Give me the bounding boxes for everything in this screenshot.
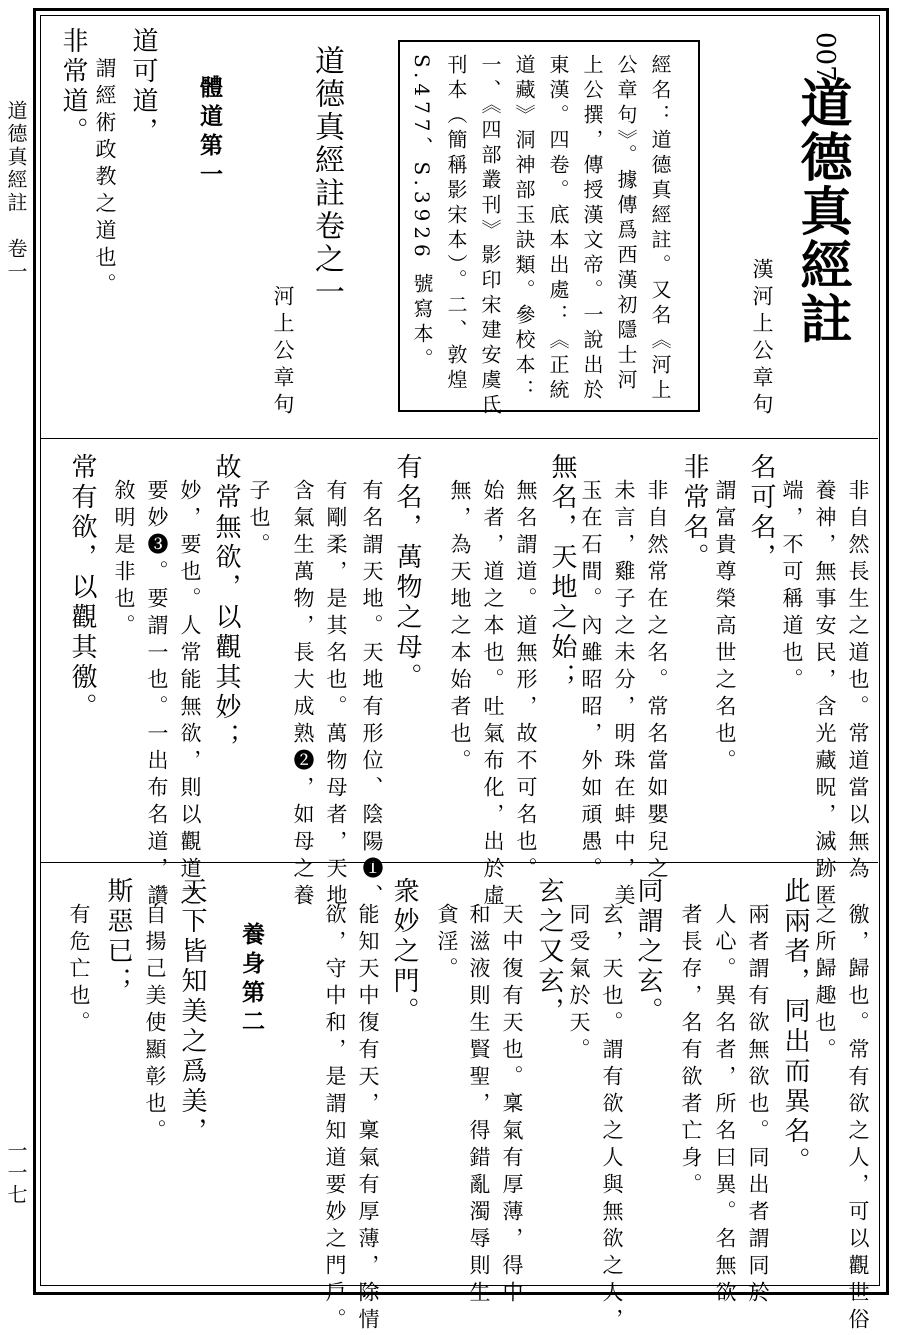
commentary-line: 有名謂天地。天地有形位、陰陽❶、 bbox=[360, 479, 384, 911]
text-title: 道德真經註 bbox=[791, 76, 852, 346]
description-line: 上公撰，傳授漢文帝。一說出於 bbox=[580, 54, 604, 404]
description-line: 一、《四部叢刊》影印宋建安虞氏 bbox=[478, 54, 502, 419]
middle-text-columns bbox=[50, 448, 880, 911]
text-number: 007 bbox=[810, 32, 840, 82]
commentary-line: 貪淫。 bbox=[435, 903, 459, 984]
commentary-line: 自揚己美使顯彰也。 bbox=[143, 903, 167, 1146]
scripture-line: 斯惡已； bbox=[103, 877, 133, 997]
scripture-line: 有名，萬物之母。 bbox=[392, 453, 422, 693]
commentary-line: 無，為天地之本始者也。 bbox=[448, 479, 472, 776]
commentary-line: 養神，無事安民，含光藏㫛，滅跡匿 bbox=[813, 479, 837, 911]
scripture-line: 非常名。 bbox=[679, 453, 709, 573]
scripture-line: 同謂之玄。 bbox=[633, 877, 663, 1027]
commentary-line: 同受氣於天。 bbox=[567, 903, 591, 1065]
commentary-line: 謂富貴尊榮高世之名也。 bbox=[713, 479, 737, 776]
commentary-line: 妙，要也。人常能無欲，則以觀道之 bbox=[178, 479, 202, 911]
commentary-line: 玄，天也。謂有欲之人與無欲之人， bbox=[600, 903, 624, 1335]
scripture-line: 故常無欲，以觀其妙； bbox=[211, 453, 241, 753]
running-title: 道德真經註 卷一 bbox=[4, 100, 28, 284]
commentary-line: 欲，守中和，是謂知道要妙之門戶。 bbox=[323, 903, 347, 1335]
scripture-line: 此兩者，同出而異名。 bbox=[780, 877, 810, 1177]
section-divider-upper bbox=[41, 438, 878, 439]
commentary-line: 者長存，名有欲者亡身。 bbox=[679, 903, 703, 1200]
commentary-line: 和滋液則生賢聖，得錯亂濁辱則生 bbox=[467, 903, 491, 1308]
commentary-line: 兩者謂有欲無欲也。同出者謂同於 bbox=[746, 903, 770, 1308]
commentary-line: 敘明是非也。 bbox=[112, 479, 136, 641]
commentary-line: 未言，雞子之未分，明珠在蚌中，美 bbox=[612, 479, 636, 911]
commentary-line: 能知天中復有天，稟氣有厚薄，除情 bbox=[356, 903, 380, 1335]
commentary-line: 非自然常在之名。常名當如嬰兒之 bbox=[645, 479, 669, 884]
commentary-line: 端，不可稱道也。 bbox=[780, 479, 804, 695]
description-text bbox=[400, 46, 694, 419]
commentary-line: 玉在石間。內雖昭昭，外如頑愚。 bbox=[579, 479, 603, 884]
scripture-line: 衆妙之門。 bbox=[389, 877, 419, 1027]
commentary-line: 人心。異名者，所名曰異。名無欲 bbox=[713, 903, 737, 1308]
commentary-line: 無名謂道。道無形，故不可名也。 bbox=[514, 479, 538, 884]
description-line: S.477、S.3926 號寫本。 bbox=[410, 54, 434, 374]
commentary-line: 子也。 bbox=[247, 479, 271, 560]
chapter-1-title: 體道第一 bbox=[196, 75, 223, 191]
scripture-line: 非常道。 bbox=[58, 27, 88, 147]
description-line: 道藏》洞神部玉訣類。參校本： bbox=[512, 54, 536, 404]
lower-text-columns bbox=[50, 872, 880, 1335]
commentary-line: 徼，歸也。常有欲之人，可以觀世俗 bbox=[846, 903, 870, 1335]
commentary-line: 有剛柔，是其名也。萬物母者，天地 bbox=[324, 479, 348, 911]
commentary-line: 始者，道之本也。吐氣布化，出於虛 bbox=[481, 479, 505, 911]
description-line: 經名：道德真經註。又名《河上 bbox=[648, 54, 672, 404]
description-line: 公章句》。據傳爲西漢初隱士河 bbox=[614, 54, 638, 394]
scripture-line: 道可道， bbox=[128, 27, 158, 147]
scripture-line: 名可名， bbox=[746, 453, 776, 573]
scripture-line: 無名，天地之始； bbox=[547, 453, 577, 693]
text-author: 漢河上公章句 bbox=[750, 258, 774, 420]
description-line: 刊本（簡稱影宋本）。二、敦煌 bbox=[444, 54, 468, 394]
volume-title: 道德真經註卷之一 bbox=[309, 45, 344, 309]
scripture-line: 天下皆知美之爲美， bbox=[177, 877, 207, 1147]
commentary-line: 天中復有天也。稟氣有厚薄，得中 bbox=[500, 903, 524, 1308]
upper-text-columns bbox=[50, 22, 160, 432]
commentary-line: 要妙❸。要謂一也。一出布名道，讚 bbox=[145, 479, 169, 911]
commentary-line: 非自然長生之道也。常道當以無為 bbox=[846, 479, 870, 884]
chapter-2-title: 養身第二 bbox=[238, 922, 265, 1038]
commentary-line: 有危亡也。 bbox=[67, 903, 91, 1038]
page-number: 一一七 bbox=[4, 1140, 28, 1206]
commentary-line: 含氣生萬物，長大成熟❷，如母之養 bbox=[291, 479, 315, 911]
volume-author: 河上公章句 bbox=[271, 285, 295, 420]
commentary-line: 謂經術政教之道也。 bbox=[93, 57, 117, 300]
description-line: 東漢。四卷。底本出處：《正統 bbox=[546, 54, 570, 404]
scripture-line: 常有欲，以觀其徼。 bbox=[67, 453, 97, 723]
scripture-line: 玄之又玄， bbox=[534, 877, 564, 1027]
commentary-line: 之所歸趣也。 bbox=[813, 903, 837, 1065]
